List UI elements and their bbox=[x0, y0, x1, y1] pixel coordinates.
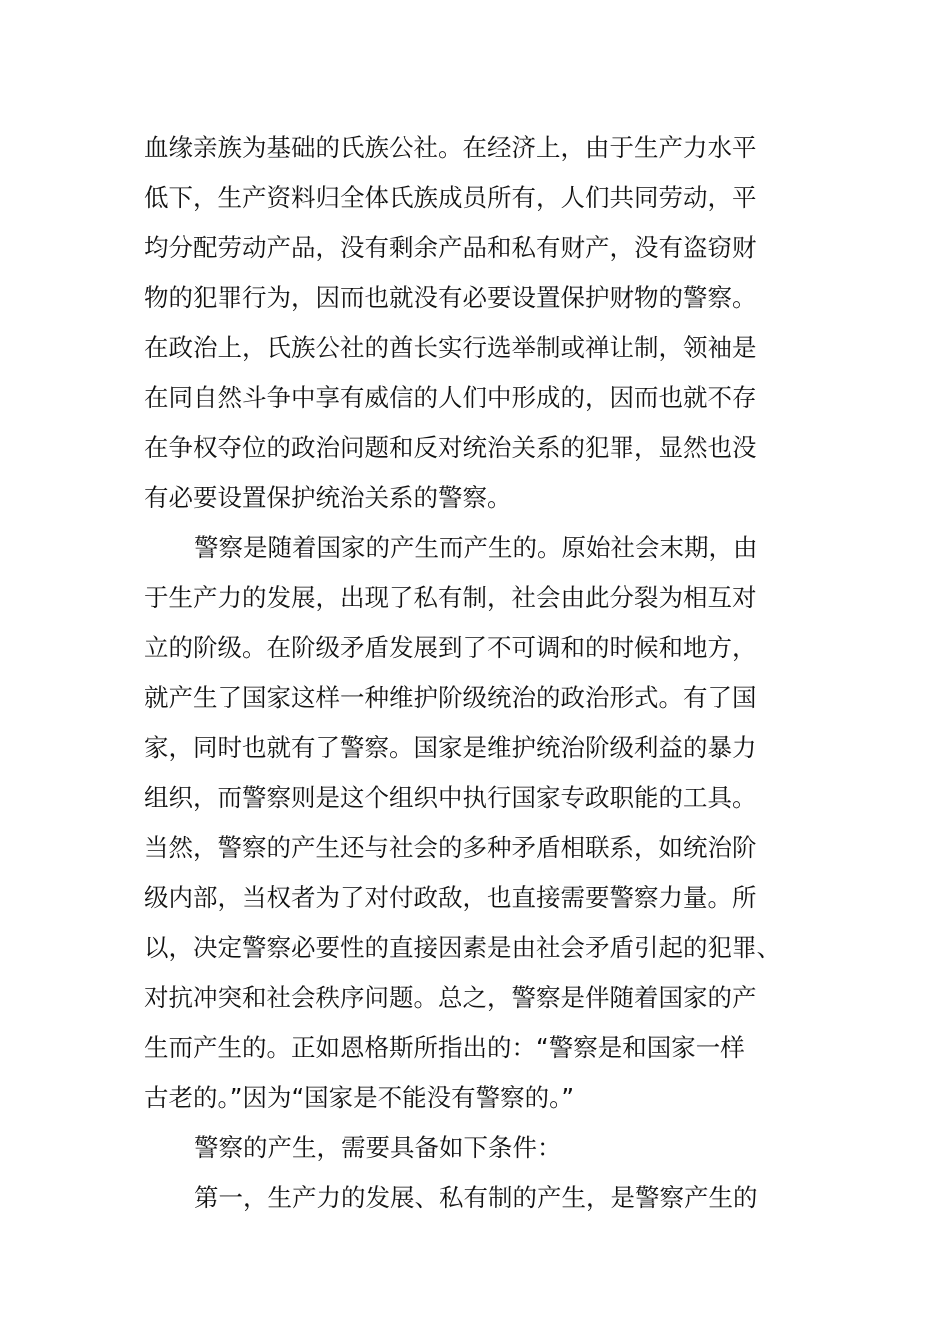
text-line: 在同自然斗争中享有威信的人们中形成的，因而也就不存 bbox=[144, 383, 757, 412]
text-line: 以，决定警察必要性的直接因素是由社会矛盾引起的犯罪、 bbox=[144, 933, 781, 962]
text-line: 有必要设置保护统治关系的警察。 bbox=[144, 483, 512, 512]
text-line: 均分配劳动产品，没有剩余产品和私有财产，没有盗窃财 bbox=[144, 233, 757, 262]
paragraph-first-line: 第一，生产力的发展、私有制的产生，是警察产生的 bbox=[194, 1183, 758, 1212]
text-line: 对抗冲突和社会秩序问题。总之，警察是伴随着国家的产 bbox=[144, 983, 757, 1012]
text-line: 当然，警察的产生还与社会的多种矛盾相联系，如统治阶 bbox=[144, 833, 757, 862]
text-line: 低下，生产资料归全体氏族成员所有，人们共同劳动，平 bbox=[144, 183, 757, 212]
paragraph-first-line: 警察的产生，需要具备如下条件： bbox=[194, 1133, 562, 1162]
text-line: 组织，而警察则是这个组织中执行国家专政职能的工具。 bbox=[144, 783, 757, 812]
text-line: 立的阶级。在阶级矛盾发展到了不可调和的时候和地方， bbox=[144, 633, 757, 662]
text-line: 家，同时也就有了警察。国家是维护统治阶级利益的暴力 bbox=[144, 733, 757, 762]
text-line: 在政治上，氏族公社的酋长实行选举制或禅让制，领袖是 bbox=[144, 333, 757, 362]
text-line: 生而产生的。正如恩格斯所指出的：“警察是和国家一样 bbox=[144, 1033, 745, 1062]
text-line: 古老的。”因为“国家是不能没有警察的。” bbox=[144, 1083, 575, 1112]
text-line: 血缘亲族为基础的氏族公社。在经济上，由于生产力水平 bbox=[144, 133, 757, 162]
paragraph-first-line: 警察是随着国家的产生而产生的。原始社会末期，由 bbox=[194, 533, 758, 562]
text-line: 就产生了国家这样一种维护阶级统治的政治形式。有了国 bbox=[144, 683, 757, 712]
text-line: 于生产力的发展，出现了私有制，社会由此分裂为相互对 bbox=[144, 583, 757, 612]
text-line: 级内部，当权者为了对付政敌，也直接需要警察力量。所 bbox=[144, 883, 757, 912]
text-line: 物的犯罪行为，因而也就没有必要设置保护财物的警察。 bbox=[144, 283, 757, 312]
text-line: 在争权夺位的政治问题和反对统治关系的犯罪，显然也没 bbox=[144, 433, 757, 462]
